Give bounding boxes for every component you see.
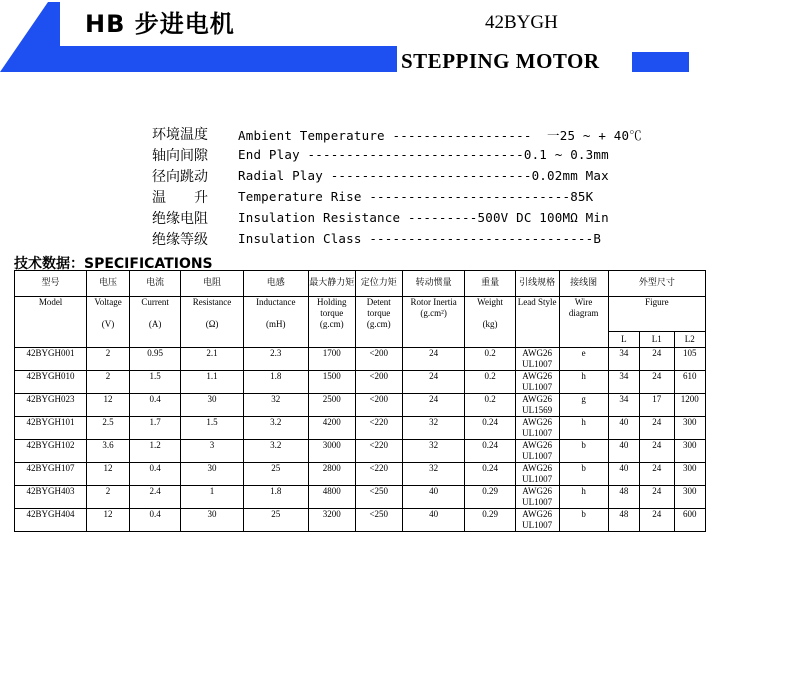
model-cell: 42BYGH101 [15, 417, 87, 440]
model-code: 42BYGH [485, 12, 558, 33]
table-cell: AWG26 UL1007 [515, 463, 559, 486]
header-cell-en: Resistance (Ω) [181, 297, 244, 348]
table-cell: 0.4 [129, 394, 180, 417]
table-cell: 610 [674, 371, 705, 394]
header-cell-cn: 重量 [465, 271, 515, 297]
table-cell: 0.24 [465, 417, 515, 440]
table-cell: 0.2 [465, 348, 515, 371]
header-accent-block [632, 52, 689, 72]
param-value-en: Ambient Temperature ------------------ 一25 ~ + 40℃ [238, 128, 642, 143]
header-cell-cn: 电感 [243, 271, 308, 297]
table-cell: 0.24 [465, 463, 515, 486]
table-cell: <220 [355, 463, 402, 486]
header-cell-en: Weight (kg) [465, 297, 515, 348]
table-cell: AWG26 UL1007 [515, 371, 559, 394]
table-cell: 0.2 [465, 371, 515, 394]
table-cell: <250 [355, 509, 402, 532]
table-cell: 25 [243, 463, 308, 486]
table-cell: g [559, 394, 608, 417]
param-label-cn: 环境温度 [152, 127, 208, 143]
table-cell: AWG26 UL1007 [515, 486, 559, 509]
table-cell: 0.95 [129, 348, 180, 371]
table-cell: 3.2 [243, 440, 308, 463]
table-cell: 30 [181, 509, 244, 532]
table-cell: <200 [355, 348, 402, 371]
table-cell: 17 [640, 394, 674, 417]
table-cell: 1200 [674, 394, 705, 417]
table-cell: 2 [87, 486, 130, 509]
param-label-cn: 绝缘电阻 [152, 211, 208, 227]
model-cell: 42BYGH102 [15, 440, 87, 463]
table-cell: 24 [640, 371, 674, 394]
table-cell: 2.3 [243, 348, 308, 371]
specifications-table [14, 270, 706, 532]
table-cell: 1700 [308, 348, 355, 371]
table-cell: 32 [402, 417, 465, 440]
table-cell: AWG26 UL1007 [515, 440, 559, 463]
model-cell: 42BYGH404 [15, 509, 87, 532]
table-cell: 24 [640, 440, 674, 463]
table-cell: 12 [87, 394, 130, 417]
table-cell: e [559, 348, 608, 371]
table-cell: 0.24 [465, 440, 515, 463]
table-cell: 1.8 [243, 486, 308, 509]
header-row-cn [15, 271, 706, 297]
page-subtitle: STEPPING MOTOR [401, 49, 600, 73]
table-cell: 24 [402, 348, 465, 371]
param-label-cn: 绝缘等级 [152, 232, 208, 248]
page-title: HB 步进电机 [85, 10, 235, 38]
table-cell: 25 [243, 509, 308, 532]
table-cell: 48 [608, 509, 639, 532]
table-cell: 600 [674, 509, 705, 532]
table-cell: 4800 [308, 486, 355, 509]
table-cell: 48 [608, 486, 639, 509]
table-cell: 24 [640, 348, 674, 371]
table-cell: 1500 [308, 371, 355, 394]
table-cell: 2800 [308, 463, 355, 486]
table-cell: 40 [608, 463, 639, 486]
param-label-cn: 径向跳动 [152, 169, 208, 185]
model-cell: 42BYGH010 [15, 371, 87, 394]
table-cell: 1 [181, 486, 244, 509]
table-cell: 32 [402, 463, 465, 486]
table-cell: 1.1 [181, 371, 244, 394]
table-cell: 1.2 [129, 440, 180, 463]
table-cell: AWG26 UL1007 [515, 348, 559, 371]
param-label-cn: 轴向间隙 [152, 148, 208, 164]
table-cell: 32 [402, 440, 465, 463]
table-cell: 2.1 [181, 348, 244, 371]
table-cell: 40 [402, 509, 465, 532]
table-cell: 0.29 [465, 509, 515, 532]
header-cell-en: Voltage (V) [87, 297, 130, 348]
header-cell-en: Model [15, 297, 87, 348]
header-cell-cn: 定位力矩 [355, 271, 402, 297]
header-cell-cn: 电压 [87, 271, 130, 297]
model-cell: 42BYGH023 [15, 394, 87, 417]
table-row [15, 348, 706, 371]
header-cell-en: Rotor Inertia (g.cm²) [402, 297, 465, 348]
table-cell: 30 [181, 394, 244, 417]
header-cell-en: Current (A) [129, 297, 180, 348]
table-cell: h [559, 486, 608, 509]
header-cell-en: Lead Style [515, 297, 559, 348]
header-cell-cn: 引线规格 [515, 271, 559, 297]
table-cell: 24 [640, 417, 674, 440]
table-cell: <200 [355, 371, 402, 394]
header-cell-en: Wire diagram [559, 297, 608, 348]
table-cell: <200 [355, 394, 402, 417]
table-cell: 24 [640, 509, 674, 532]
table-cell: 0.29 [465, 486, 515, 509]
table-cell: 3.6 [87, 440, 130, 463]
table-cell: 300 [674, 417, 705, 440]
table-cell: 24 [402, 371, 465, 394]
table-cell: 3 [181, 440, 244, 463]
header-cell-cn: 外型尺寸 [608, 271, 705, 297]
table-cell: h [559, 417, 608, 440]
table-cell: 12 [87, 463, 130, 486]
header-cell-en: Inductance (mH) [243, 297, 308, 348]
table-row [15, 394, 706, 417]
table-cell: 40 [608, 440, 639, 463]
table-cell: 0.4 [129, 463, 180, 486]
table-cell: 300 [674, 440, 705, 463]
table-cell: 40 [402, 486, 465, 509]
table-cell: 4200 [308, 417, 355, 440]
table-row [15, 440, 706, 463]
param-value-en: Insulation Class -----------------------------B [238, 231, 602, 246]
figure-header: Figure [608, 297, 705, 332]
header-cell-cn: 接线图 [559, 271, 608, 297]
header-cell-en: Holding torque (g.cm) [308, 297, 355, 348]
table-row [15, 486, 706, 509]
model-cell: 42BYGH107 [15, 463, 87, 486]
table-cell: 300 [674, 486, 705, 509]
table-cell: 1.7 [129, 417, 180, 440]
table-cell: 3200 [308, 509, 355, 532]
table-cell: b [559, 440, 608, 463]
param-value-en: Temperature Rise --------------------------85K [238, 189, 594, 204]
figure-col-header: L1 [640, 331, 674, 347]
header-cell-en: Detent torque (g.cm) [355, 297, 402, 348]
table-cell: 3000 [308, 440, 355, 463]
table-cell: AWG26 UL1569 [515, 394, 559, 417]
model-cell: 42BYGH403 [15, 486, 87, 509]
table-cell: AWG26 UL1007 [515, 417, 559, 440]
specifications-heading: 技术数据：SPECIFICATIONS [14, 256, 213, 272]
table-cell: 34 [608, 371, 639, 394]
table-row [15, 463, 706, 486]
table-cell: 24 [640, 463, 674, 486]
table-cell: 2 [87, 348, 130, 371]
header-cell-cn: 电流 [129, 271, 180, 297]
param-value-en: Radial Play --------------------------0.02mm Max [238, 168, 609, 183]
table-cell: 105 [674, 348, 705, 371]
table-cell: <220 [355, 417, 402, 440]
table-cell: <220 [355, 440, 402, 463]
table-cell: 12 [87, 509, 130, 532]
model-cell: 42BYGH001 [15, 348, 87, 371]
table-cell: 30 [181, 463, 244, 486]
table-cell: 24 [640, 486, 674, 509]
table-cell: h [559, 371, 608, 394]
table-row [15, 417, 706, 440]
param-value-en: End Play ----------------------------0.1 ~ 0.3mm [238, 147, 609, 162]
table-cell: <250 [355, 486, 402, 509]
table-row [15, 509, 706, 532]
specifications-body [15, 348, 706, 532]
table-cell: 1.5 [181, 417, 244, 440]
table-cell: 300 [674, 463, 705, 486]
table-cell: 40 [608, 417, 639, 440]
header-cell-cn: 最大静力矩 [308, 271, 355, 297]
table-cell: b [559, 509, 608, 532]
table-cell: 1.5 [129, 371, 180, 394]
table-cell: 2 [87, 371, 130, 394]
table-cell: 2.4 [129, 486, 180, 509]
figure-col-header: L2 [674, 331, 705, 347]
header-cell-cn: 转动惯量 [402, 271, 465, 297]
table-cell: 3.2 [243, 417, 308, 440]
figure-col-header: L [608, 331, 639, 347]
table-cell: 1.8 [243, 371, 308, 394]
param-label-cn: 温 升 [152, 190, 208, 206]
table-cell: 2.5 [87, 417, 130, 440]
header-row-en [15, 297, 706, 332]
header-cell-cn: 型号 [15, 271, 87, 297]
table-cell: b [559, 463, 608, 486]
table-row [15, 371, 706, 394]
table-cell: 34 [608, 348, 639, 371]
table-cell: AWG26 UL1007 [515, 509, 559, 532]
table-cell: 34 [608, 394, 639, 417]
table-cell: 0.2 [465, 394, 515, 417]
table-cell: 0.4 [129, 509, 180, 532]
header-cell-cn: 电阻 [181, 271, 244, 297]
table-cell: 2500 [308, 394, 355, 417]
param-value-en: Insulation Resistance ---------500V DC 100MΩ Min [238, 210, 609, 225]
table-cell: 32 [243, 394, 308, 417]
table-cell: 24 [402, 394, 465, 417]
